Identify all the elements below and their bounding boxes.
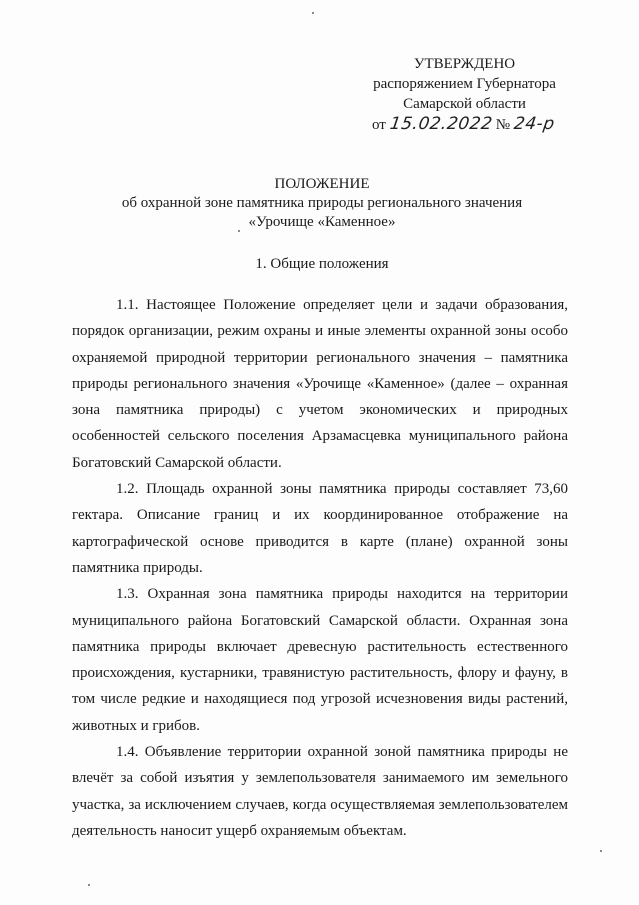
date-prefix: от [372,117,386,133]
approval-region-line: Самарской области [403,96,526,112]
document-body [72,292,568,844]
document-subtitle-line2: «Урочище «Каменное» [248,214,396,230]
scan-speck [312,12,314,14]
paragraph-1-3: 1.3. Охранная зона памятника природы находится на территории муниципального района Богатовский Самарской области. Охранная зона памятника природы включает древесную растительность естественного происхождения, кустарники, травянистую растительность, флору и фауну, в том числе редкие и находящиеся под угрозой исчезновения виды растений, животных и грибов. [72,586,568,734]
approval-title: УТВЕРЖДЕНО [413,56,516,72]
scan-speck [238,230,240,232]
paragraph-1-2: 1.2. Площадь охранной зоны памятника природы составляет 73,60 гектара. Описание границ и их координированное отображение на картографической основе приводится в карте (плане) охранной зоны памятника природы. [72,481,568,576]
paragraph-1-1: 1.1. Настоящее Положение определяет цели и задачи образования, порядок организации, режим охраны и иные элементы охранной зоны особо охраняемой природной территории регионального значения – памятника природы регионального значения «Урочище «Каменное» (далее – охранная зона памятника природы) с учетом экономических и природных особенностей сельского поселения Арзамасцевка муниципального района Богатовский Самарской области. [72,297,568,471]
scan-speck [88,884,90,886]
handwritten-number: 24-р [512,114,556,134]
approval-date-line [362,114,567,135]
document-subtitle-line1: об охранной зоне памятника природы регионального значения [121,195,523,211]
document-title-block [60,175,584,232]
handwritten-date: 15.02.2022 [388,114,494,134]
paragraph-1-4: 1.4. Объявление территории охранной зоной памятника природы не влечёт за собой изъятия у землепользователя занимаемого им земельного участка, за исключением случаев, когда осуществляемая землепользователем деятельность наносит ущерб охраняемым объектам. [72,744,568,839]
section-heading: 1. Общие положения [255,256,389,272]
document-title: ПОЛОЖЕНИЕ [274,176,370,192]
scan-speck [600,850,602,852]
number-prefix: № [495,117,511,133]
approval-stamp-block [362,54,567,135]
approval-issuer-line: распоряжением Губернатора [373,76,556,92]
